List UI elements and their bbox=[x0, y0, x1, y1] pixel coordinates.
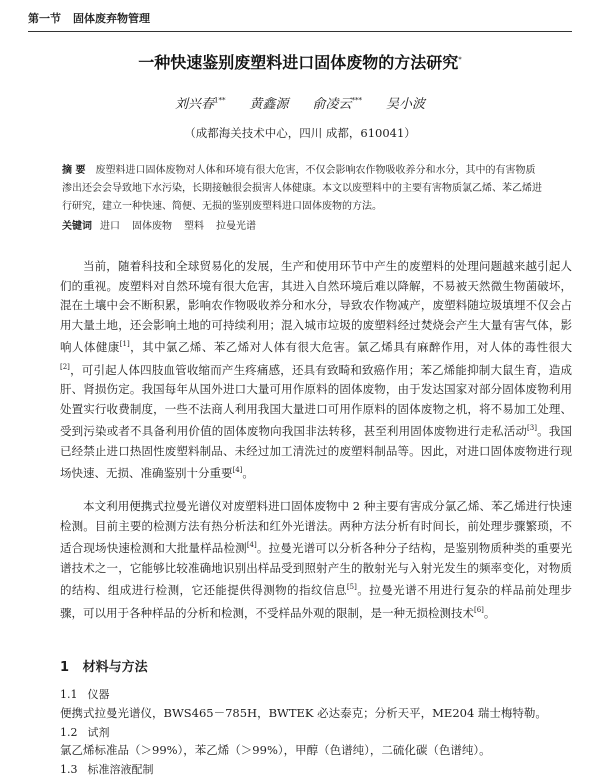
author-name: 黄鑫源 bbox=[249, 97, 289, 112]
paragraph-text: 。拉曼光谱可以分析各种分子结构，是鉴别物质种类的重要光谱技术之一，它能够比较准确地识别出样品受到照射产生的散射光与入射光发生的频率变化，对物质的结构、组成进行检测，它还能提供得测物的指纹信息 bbox=[60, 541, 573, 598]
keyword: 塑料 bbox=[184, 221, 204, 232]
paragraph-text: ，其中氯乙烯、苯乙烯对人体有很大危害。氯乙烯具有麻醉作用，对人体的毒性很大 bbox=[129, 340, 573, 355]
keyword: 拉曼光谱 bbox=[216, 221, 256, 232]
title-footnote-mark: * bbox=[458, 55, 462, 64]
author bbox=[386, 97, 425, 112]
subsection-title: 试剂 bbox=[87, 726, 110, 739]
section-heading-title: 材料与方法 bbox=[82, 660, 148, 675]
author-name: 俞凌云 bbox=[312, 97, 352, 112]
citation-ref: [2] bbox=[60, 362, 70, 371]
paragraph-text: 本文利用便携式拉曼光谱仪对废塑料进口固体废物中 2 种主要有害成分氯乙烯、苯乙烯进行快速检测。目前主要的检测方法有热分析法和红外光谱法。两种方法分析有时间长，前处理步骤繁琐，不适合现场快速检测和大批量样品检测 bbox=[60, 499, 572, 556]
author-name: 刘兴春 bbox=[174, 97, 214, 112]
subsection-title: 标准溶液配制 bbox=[87, 763, 154, 776]
title-text: 一种快速鉴别废塑料进口固体废物的方法研究 bbox=[138, 53, 459, 72]
citation-ref: [3] bbox=[527, 424, 537, 433]
paragraph-text: 当前，随着科技和全球贸易化的发展，生产和使用环节中产生的废塑料的处理问题越来越引起人们的重视。废塑料对自然环境有很大危害，其进入自然环境后难以降解，不易被天然微生物菌破坏，混在土壤中会不断积累，影响农作物吸收养分和水分，导致农作物减产，废塑料随垃圾填埋不仅会占用大量土地，还会影响土地的可持续利用；混入城市垃圾的废塑料经过焚烧会产生大量有害气体，影响人体健康 bbox=[60, 259, 572, 355]
citation-ref: [4] bbox=[232, 466, 243, 475]
subsection-content: 氯乙烯标准品（＞99%），苯乙烯（＞99%），甲醇（色谱纯），二硫化碳（色谱纯）。 bbox=[60, 743, 491, 757]
citation-ref: [1] bbox=[119, 340, 130, 349]
citation-ref: [4] bbox=[246, 541, 257, 550]
abstract-text: 废塑料进口固体废物对人体和环境有很大危害，不仅会影响农作物吸收养分和水分，其中的有害物质渗出还会会导致地下水污染，长期接触很会损害人体健康。本文以废塑料中的主要有害物质氯乙烯、苯乙烯进行研究，建立一种快速、简便、无损的鉴别废塑料进口固体废物的方法。 bbox=[62, 165, 542, 212]
paragraph-text: 。 bbox=[483, 605, 496, 620]
keyword: 进口 bbox=[100, 221, 120, 232]
author bbox=[249, 97, 288, 112]
running-header bbox=[28, 10, 150, 26]
subsection-heading bbox=[60, 761, 154, 777]
author-name: 吴小波 bbox=[386, 97, 426, 112]
header-rule bbox=[28, 31, 572, 32]
body-paragraph-method-overview bbox=[60, 497, 572, 623]
author-mark: 1** bbox=[214, 96, 226, 105]
abstract bbox=[62, 162, 544, 216]
keywords bbox=[62, 218, 544, 236]
keywords-label: 关键词 bbox=[62, 221, 92, 232]
subsection-number: 1.2 bbox=[60, 726, 78, 739]
author-mark: *** bbox=[351, 96, 362, 105]
author bbox=[175, 97, 225, 112]
paper-title bbox=[0, 50, 600, 73]
subsection-heading bbox=[60, 724, 110, 740]
subsection-title: 仪器 bbox=[87, 688, 110, 701]
abstract-label: 摘 要 bbox=[62, 165, 86, 176]
body-paragraph-intro bbox=[60, 257, 572, 484]
section-heading-number: 1 bbox=[60, 660, 70, 675]
subsection-number: 1.1 bbox=[60, 688, 78, 701]
paragraph-text: 。我国已经禁止进口热固性废塑料制品、未经过加工清洗过的废塑料制品等。因此，对进口固体废物进行现场快速、无损、准确鉴别十分重要 bbox=[60, 424, 572, 481]
paragraph-text: 。拉曼光谱不用进行复杂的样品前处理步骤，可以用于各种样品的分析和检测，不受样品外观的限制，是一种无损检测技术 bbox=[60, 583, 573, 620]
subsection-heading bbox=[60, 686, 110, 702]
affiliation: （成都海关技术中心，四川 成都，610041） bbox=[184, 126, 416, 140]
section-name: 固体废弃物管理 bbox=[73, 12, 150, 25]
paragraph-text: 。 bbox=[242, 466, 254, 481]
section-heading bbox=[60, 656, 148, 675]
keyword: 固体废物 bbox=[132, 221, 172, 232]
subsection-number: 1.3 bbox=[60, 763, 78, 776]
citation-ref: [6] bbox=[474, 605, 484, 614]
paragraph-text: ，可引起人体四肢血管收缩而产生疼痛感，还具有致畸和致癌作用；苯乙烯能抑制大鼠生育，造成肝、肾损伤定。我国每年从国外进口大量可用作原料的固体废物，由于发达国家对部分固体废物利用处置实行收费制度，一些不法商人利用我国大量进口可用作原料的固体废物之机，将不易加工处理、受到污染或者不具备利用价值的固体废物向我国非法转移，甚至利用固体废物进行走私活动 bbox=[60, 362, 572, 439]
author-list bbox=[0, 93, 600, 112]
subsection-content: 便携式拉曼光谱仪，BWS465－785H，BWTEK 必达泰克；分析天平，ME204 瑞士梅特勒。 bbox=[60, 706, 547, 720]
author bbox=[312, 97, 362, 112]
citation-ref: [5] bbox=[346, 583, 357, 592]
section-number: 第一节 bbox=[28, 12, 61, 25]
